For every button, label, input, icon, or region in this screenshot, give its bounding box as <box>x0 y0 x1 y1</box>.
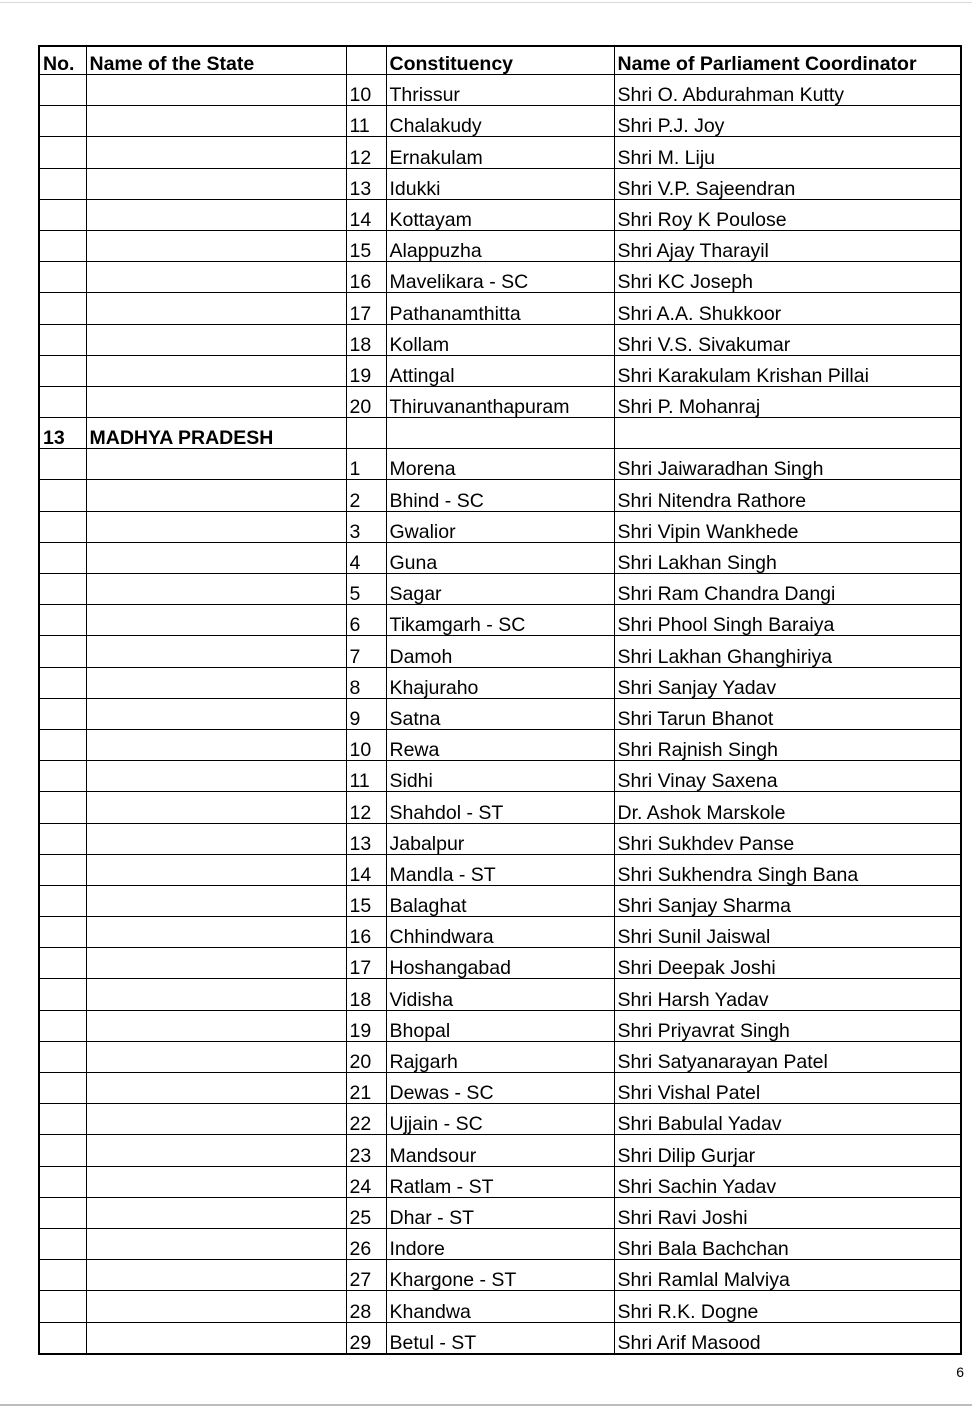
cell-coordinator: Shri Sunil Jaiswal <box>614 917 961 948</box>
cell-constituency: Ernakulam <box>386 137 614 168</box>
table-row <box>39 1104 961 1135</box>
cell-no: 13 <box>39 418 86 449</box>
table-row <box>39 511 961 542</box>
cell-state <box>86 293 346 324</box>
cell-state <box>86 979 346 1010</box>
cell-no <box>39 948 86 979</box>
table-row <box>39 168 961 199</box>
table-row <box>39 230 961 261</box>
cell-no <box>39 542 86 573</box>
cell-num: 18 <box>346 324 386 355</box>
cell-no <box>39 480 86 511</box>
cell-constituency: Bhopal <box>386 1010 614 1041</box>
cell-coordinator: Shri Satyanarayan Patel <box>614 1041 961 1072</box>
table-row <box>39 324 961 355</box>
table-row <box>39 729 961 760</box>
cell-no <box>39 1135 86 1166</box>
cell-no <box>39 854 86 885</box>
cell-no <box>39 1073 86 1104</box>
cell-num: 3 <box>346 511 386 542</box>
cell-state <box>86 511 346 542</box>
cell-state <box>86 823 346 854</box>
table-row <box>39 1260 961 1291</box>
cell-no <box>39 106 86 137</box>
header-coordinator: Name of Parliament Coordinator <box>614 46 961 75</box>
cell-state <box>86 137 346 168</box>
cell-state <box>86 480 346 511</box>
cell-coordinator: Shri Rajnish Singh <box>614 729 961 760</box>
table-row <box>39 574 961 605</box>
cell-constituency: Tikamgarh - SC <box>386 605 614 636</box>
table-row <box>39 1291 961 1322</box>
cell-num: 23 <box>346 1135 386 1166</box>
cell-constituency: Shahdol - ST <box>386 792 614 823</box>
cell-state <box>86 729 346 760</box>
cell-coordinator: Shri Ramlal Malviya <box>614 1260 961 1291</box>
cell-num <box>346 418 386 449</box>
table-row <box>39 605 961 636</box>
cell-constituency: Indore <box>386 1228 614 1259</box>
cell-num: 9 <box>346 698 386 729</box>
cell-constituency: Alappuzha <box>386 230 614 261</box>
table-row <box>39 917 961 948</box>
table-row <box>39 792 961 823</box>
cell-num: 26 <box>346 1228 386 1259</box>
cell-coordinator: Shri Sanjay Yadav <box>614 667 961 698</box>
cell-state <box>86 698 346 729</box>
table-row <box>39 106 961 137</box>
cell-num: 4 <box>346 542 386 573</box>
cell-coordinator: Shri Ram Chandra Dangi <box>614 574 961 605</box>
table-row <box>39 386 961 417</box>
table-header-row <box>39 46 961 75</box>
table-row <box>39 449 961 480</box>
cell-constituency: Sidhi <box>386 761 614 792</box>
cell-num: 22 <box>346 1104 386 1135</box>
cell-no <box>39 75 86 106</box>
cell-num: 13 <box>346 823 386 854</box>
cell-num: 20 <box>346 1041 386 1072</box>
cell-coordinator: Shri O. Abdurahman Kutty <box>614 75 961 106</box>
header-no: No. <box>39 46 86 75</box>
page-number: 6 <box>956 1364 964 1380</box>
cell-constituency: Kottayam <box>386 199 614 230</box>
cell-constituency: Satna <box>386 698 614 729</box>
cell-constituency: Jabalpur <box>386 823 614 854</box>
cell-coordinator: Shri Priyavrat Singh <box>614 1010 961 1041</box>
table-row <box>39 1166 961 1197</box>
cell-state <box>86 1073 346 1104</box>
cell-coordinator: Shri KC Joseph <box>614 262 961 293</box>
cell-constituency <box>386 418 614 449</box>
cell-no <box>39 667 86 698</box>
cell-state <box>86 917 346 948</box>
cell-num: 14 <box>346 854 386 885</box>
table-row <box>39 823 961 854</box>
cell-no <box>39 1228 86 1259</box>
cell-state <box>86 542 346 573</box>
cell-coordinator: Shri Arif Masood <box>614 1322 961 1354</box>
cell-coordinator: Shri P. Mohanraj <box>614 386 961 417</box>
cell-num: 10 <box>346 75 386 106</box>
cell-coordinator: Shri A.A. Shukkoor <box>614 293 961 324</box>
cell-num: 5 <box>346 574 386 605</box>
table-row <box>39 355 961 386</box>
cell-constituency: Hoshangabad <box>386 948 614 979</box>
cell-state <box>86 1291 346 1322</box>
cell-no <box>39 449 86 480</box>
cell-num: 20 <box>346 386 386 417</box>
cell-constituency: Betul - ST <box>386 1322 614 1354</box>
cell-no <box>39 761 86 792</box>
cell-num: 11 <box>346 106 386 137</box>
cell-state <box>86 792 346 823</box>
cell-constituency: Dewas - SC <box>386 1073 614 1104</box>
table-row <box>39 1041 961 1072</box>
cell-state <box>86 1166 346 1197</box>
cell-constituency: Pathanamthitta <box>386 293 614 324</box>
cell-no <box>39 386 86 417</box>
table-row <box>39 948 961 979</box>
cell-constituency: Thiruvananthapuram <box>386 386 614 417</box>
cell-state <box>86 1041 346 1072</box>
cell-no <box>39 137 86 168</box>
cell-state <box>86 885 346 916</box>
cell-num: 24 <box>346 1166 386 1197</box>
cell-num: 12 <box>346 137 386 168</box>
cell-no <box>39 1197 86 1228</box>
cell-state <box>86 1228 346 1259</box>
cell-constituency: Chhindwara <box>386 917 614 948</box>
cell-coordinator: Shri Karakulam Krishan Pillai <box>614 355 961 386</box>
table-row <box>39 698 961 729</box>
coordinator-table <box>38 45 962 1355</box>
state-row <box>39 418 961 449</box>
cell-constituency: Rewa <box>386 729 614 760</box>
cell-coordinator: Shri Ajay Tharayil <box>614 230 961 261</box>
cell-state <box>86 948 346 979</box>
cell-no <box>39 979 86 1010</box>
header-num <box>346 46 386 75</box>
cell-state <box>86 1322 346 1354</box>
cell-no <box>39 698 86 729</box>
cell-constituency: Balaghat <box>386 885 614 916</box>
cell-constituency: Morena <box>386 449 614 480</box>
cell-state <box>86 574 346 605</box>
cell-state <box>86 1010 346 1041</box>
cell-constituency: Mandsour <box>386 1135 614 1166</box>
cell-constituency: Khajuraho <box>386 667 614 698</box>
cell-num: 18 <box>346 979 386 1010</box>
table-row <box>39 1135 961 1166</box>
cell-num: 25 <box>346 1197 386 1228</box>
cell-num: 15 <box>346 885 386 916</box>
cell-num: 19 <box>346 355 386 386</box>
cell-coordinator: Shri Phool Singh Baraiya <box>614 605 961 636</box>
cell-num: 8 <box>346 667 386 698</box>
cell-coordinator: Shri Sukhendra Singh Bana <box>614 854 961 885</box>
cell-coordinator: Shri M. Liju <box>614 137 961 168</box>
table-row <box>39 1010 961 1041</box>
cell-state <box>86 1104 346 1135</box>
cell-coordinator: Shri Vinay Saxena <box>614 761 961 792</box>
table-row <box>39 75 961 106</box>
cell-coordinator: Shri Sukhdev Panse <box>614 823 961 854</box>
cell-constituency: Ujjain - SC <box>386 1104 614 1135</box>
cell-no <box>39 1322 86 1354</box>
cell-no <box>39 885 86 916</box>
cell-constituency: Khargone - ST <box>386 1260 614 1291</box>
cell-constituency: Guna <box>386 542 614 573</box>
cell-state <box>86 605 346 636</box>
cell-constituency: Idukki <box>386 168 614 199</box>
table-row <box>39 854 961 885</box>
cell-constituency: Kollam <box>386 324 614 355</box>
cell-no <box>39 168 86 199</box>
cell-num: 11 <box>346 761 386 792</box>
table-row <box>39 199 961 230</box>
cell-constituency: Mandla - ST <box>386 854 614 885</box>
cell-coordinator: Shri V.S. Sivakumar <box>614 324 961 355</box>
cell-constituency: Ratlam - ST <box>386 1166 614 1197</box>
cell-coordinator: Shri P.J. Joy <box>614 106 961 137</box>
cell-constituency: Mavelikara - SC <box>386 262 614 293</box>
cell-no <box>39 1291 86 1322</box>
cell-constituency: Gwalior <box>386 511 614 542</box>
cell-state <box>86 106 346 137</box>
header-constituency: Constituency <box>386 46 614 75</box>
cell-num: 16 <box>346 262 386 293</box>
cell-constituency: Chalakudy <box>386 106 614 137</box>
cell-coordinator: Shri Babulal Yadav <box>614 1104 961 1135</box>
cell-constituency: Attingal <box>386 355 614 386</box>
table-row <box>39 1228 961 1259</box>
table-row <box>39 137 961 168</box>
cell-constituency: Rajgarh <box>386 1041 614 1072</box>
cell-num: 19 <box>346 1010 386 1041</box>
cell-state <box>86 386 346 417</box>
cell-no <box>39 823 86 854</box>
cell-coordinator: Shri V.P. Sajeendran <box>614 168 961 199</box>
cell-no <box>39 1166 86 1197</box>
cell-num: 16 <box>346 917 386 948</box>
cell-coordinator: Shri Jaiwaradhan Singh <box>614 449 961 480</box>
cell-no <box>39 792 86 823</box>
cell-no <box>39 293 86 324</box>
cell-state <box>86 1135 346 1166</box>
cell-state <box>86 1197 346 1228</box>
cell-num: 1 <box>346 449 386 480</box>
cell-num: 12 <box>346 792 386 823</box>
table-row <box>39 1322 961 1354</box>
cell-state <box>86 168 346 199</box>
cell-no <box>39 1260 86 1291</box>
cell-state <box>86 230 346 261</box>
table-row <box>39 480 961 511</box>
cell-constituency: Damoh <box>386 636 614 667</box>
cell-state <box>86 262 346 293</box>
cell-coordinator: Shri Lakhan Ghanghiriya <box>614 636 961 667</box>
cell-no <box>39 324 86 355</box>
cell-state <box>86 854 346 885</box>
cell-no <box>39 355 86 386</box>
table-row <box>39 636 961 667</box>
cell-coordinator: Shri Vishal Patel <box>614 1073 961 1104</box>
cell-coordinator: Shri Bala Bachchan <box>614 1228 961 1259</box>
cell-state <box>86 449 346 480</box>
header-state: Name of the State <box>86 46 346 75</box>
cell-num: 15 <box>346 230 386 261</box>
cell-num: 6 <box>346 605 386 636</box>
cell-no <box>39 230 86 261</box>
table-row <box>39 1197 961 1228</box>
cell-num: 7 <box>346 636 386 667</box>
table-row <box>39 979 961 1010</box>
cell-constituency: Dhar - ST <box>386 1197 614 1228</box>
cell-state <box>86 355 346 386</box>
cell-coordinator: Shri Sachin Yadav <box>614 1166 961 1197</box>
cell-state <box>86 75 346 106</box>
table-row <box>39 1073 961 1104</box>
cell-coordinator: Shri Lakhan Singh <box>614 542 961 573</box>
cell-no <box>39 1010 86 1041</box>
cell-num: 13 <box>346 168 386 199</box>
cell-constituency: Bhind - SC <box>386 480 614 511</box>
cell-coordinator: Shri Nitendra Rathore <box>614 480 961 511</box>
cell-no <box>39 605 86 636</box>
cell-num: 17 <box>346 948 386 979</box>
table-row <box>39 885 961 916</box>
cell-num: 27 <box>346 1260 386 1291</box>
cell-num: 28 <box>346 1291 386 1322</box>
cell-num: 17 <box>346 293 386 324</box>
cell-state <box>86 1260 346 1291</box>
cell-state <box>86 199 346 230</box>
cell-coordinator: Shri Tarun Bhanot <box>614 698 961 729</box>
cell-no <box>39 636 86 667</box>
cell-coordinator: Shri Dilip Gurjar <box>614 1135 961 1166</box>
cell-no <box>39 917 86 948</box>
cell-no <box>39 729 86 760</box>
cell-constituency: Thrissur <box>386 75 614 106</box>
cell-num: 10 <box>346 729 386 760</box>
cell-num: 21 <box>346 1073 386 1104</box>
cell-num: 14 <box>346 199 386 230</box>
cell-coordinator: Shri Ravi Joshi <box>614 1197 961 1228</box>
table-row <box>39 761 961 792</box>
cell-coordinator: Shri Deepak Joshi <box>614 948 961 979</box>
cell-no <box>39 511 86 542</box>
cell-coordinator <box>614 418 961 449</box>
table-row <box>39 542 961 573</box>
top-rule <box>0 2 972 3</box>
table-row <box>39 667 961 698</box>
cell-state: MADHYA PRADESH <box>86 418 346 449</box>
cell-constituency: Vidisha <box>386 979 614 1010</box>
cell-constituency: Khandwa <box>386 1291 614 1322</box>
cell-no <box>39 199 86 230</box>
cell-state <box>86 761 346 792</box>
table-row <box>39 262 961 293</box>
cell-no <box>39 262 86 293</box>
cell-coordinator: Dr. Ashok Marskole <box>614 792 961 823</box>
bottom-rule <box>0 1404 972 1406</box>
cell-coordinator: Shri Sanjay Sharma <box>614 885 961 916</box>
cell-coordinator: Shri R.K. Dogne <box>614 1291 961 1322</box>
cell-state <box>86 324 346 355</box>
cell-no <box>39 574 86 605</box>
cell-state <box>86 667 346 698</box>
cell-no <box>39 1104 86 1135</box>
cell-coordinator: Shri Harsh Yadav <box>614 979 961 1010</box>
cell-state <box>86 636 346 667</box>
cell-coordinator: Shri Vipin Wankhede <box>614 511 961 542</box>
cell-num: 29 <box>346 1322 386 1354</box>
table-row <box>39 293 961 324</box>
cell-constituency: Sagar <box>386 574 614 605</box>
cell-no <box>39 1041 86 1072</box>
cell-num: 2 <box>346 480 386 511</box>
cell-coordinator: Shri Roy K Poulose <box>614 199 961 230</box>
